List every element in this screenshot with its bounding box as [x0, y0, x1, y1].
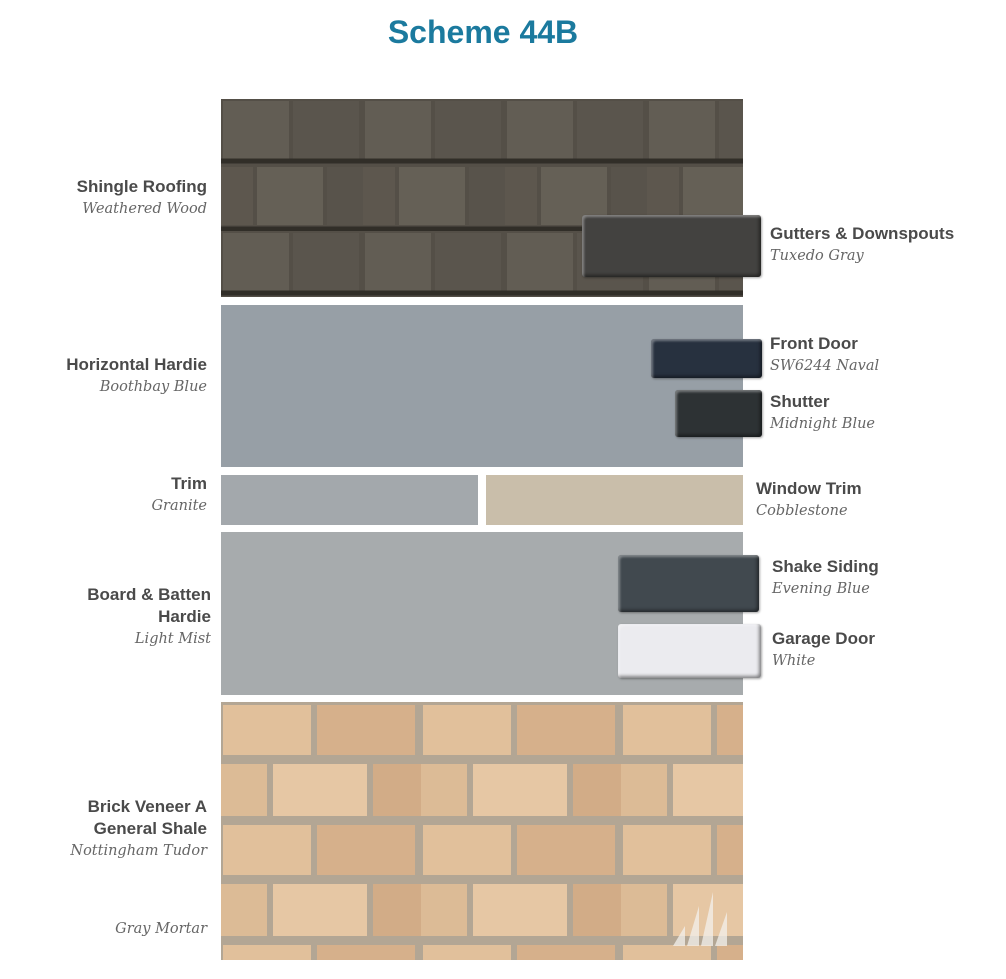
front-door-color: SW6244 Naval: [770, 358, 880, 374]
shutter-color: Midnight Blue: [770, 416, 876, 432]
roofing-color: Weathered Wood: [82, 201, 207, 217]
shake-siding-chip: [618, 555, 759, 612]
brick-swatch: [221, 702, 743, 960]
trim-swatch: [221, 475, 478, 525]
window-trim-label: [756, 478, 996, 522]
horizontal-hardie-swatch: [221, 305, 743, 467]
scheme-title: Scheme 44B: [387, 14, 579, 50]
shake-color: Evening Blue: [772, 581, 870, 597]
shutter-label: [770, 391, 1000, 435]
trim-color: Granite: [151, 498, 207, 514]
window-trim-color: Cobblestone: [756, 503, 848, 519]
roofing-name: Shingle Roofing: [76, 177, 207, 196]
gutters-color: Tuxedo Gray: [770, 248, 864, 264]
brick-name-1: Brick Veneer A: [87, 797, 207, 816]
window-trim-swatch: [486, 475, 743, 525]
board-batten-label: [20, 584, 211, 650]
trim-name: Trim: [171, 474, 207, 493]
horizontal-name: Horizontal Hardie: [66, 355, 207, 374]
trim-label: [20, 473, 207, 517]
shutter-chip: [675, 390, 762, 437]
shake-label: [772, 556, 998, 600]
window-trim-name: Window Trim: [756, 479, 862, 498]
garage-door-chip: [618, 624, 761, 678]
shutter-name: Shutter: [770, 392, 830, 411]
front-door-label: [770, 333, 1000, 377]
gutters-name: Gutters & Downspouts: [770, 224, 955, 243]
board-batten-name-1: Board & Batten: [87, 585, 211, 604]
horizontal-label: [20, 354, 207, 398]
horizontal-color: Boothbay Blue: [99, 379, 207, 395]
brick-label: [20, 796, 207, 862]
mortar-color: Gray Mortar: [115, 921, 207, 937]
gutters-label: [770, 223, 1000, 267]
front-door-name: Front Door: [770, 334, 858, 353]
shake-name: Shake Siding: [772, 557, 879, 576]
roofing-label: [20, 176, 207, 220]
board-batten-color: Light Mist: [134, 631, 211, 647]
front-door-chip: [651, 339, 762, 378]
brick-color: Nottingham Tudor: [70, 843, 207, 859]
gutters-chip: [582, 215, 761, 277]
board-batten-name-2: Hardie: [158, 607, 211, 626]
garage-color: White: [772, 653, 816, 669]
mortar-label: [20, 918, 207, 940]
garage-name: Garage Door: [772, 629, 875, 648]
garage-label: [772, 628, 998, 672]
brick-name-2: General Shale: [93, 819, 207, 838]
